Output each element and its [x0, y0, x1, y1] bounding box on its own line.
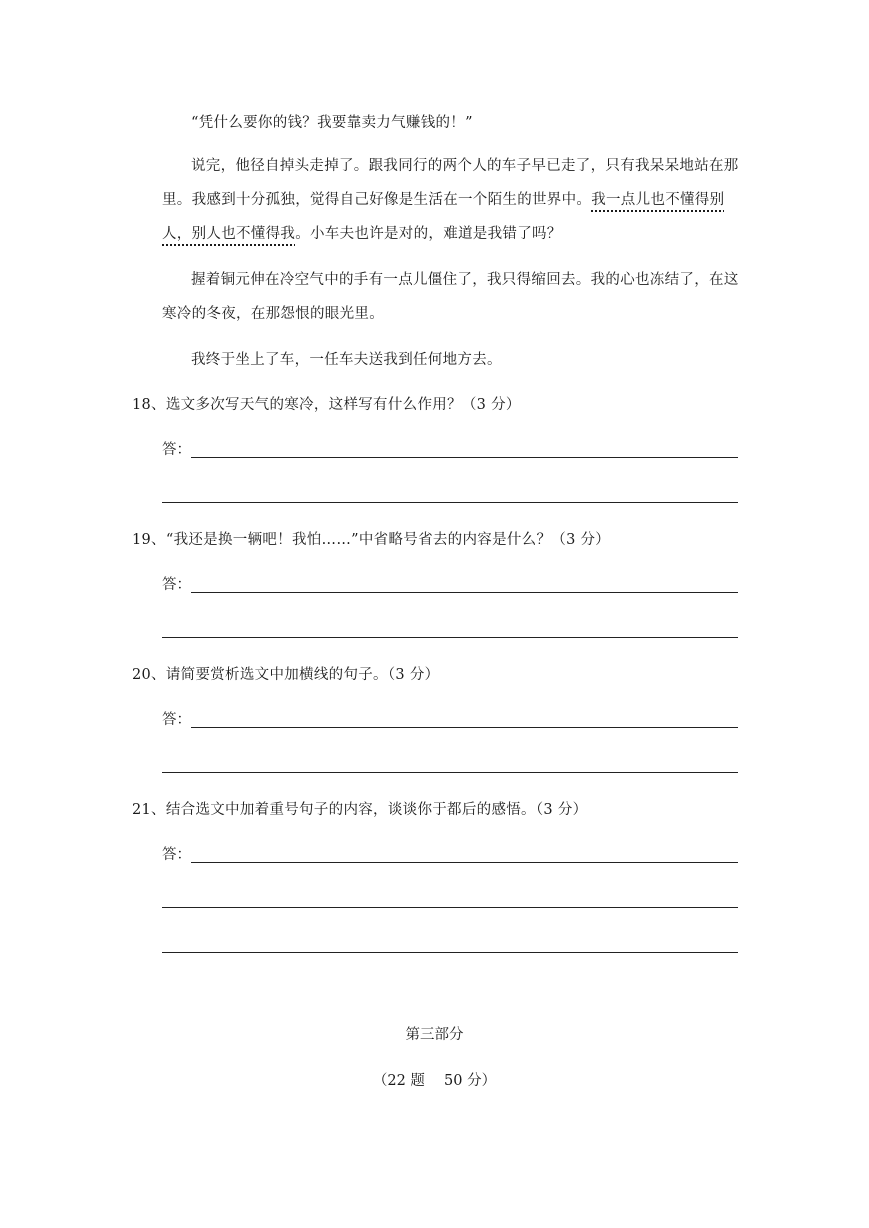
answer-area-19[interactable] — [162, 575, 738, 595]
answer-line[interactable] — [191, 862, 738, 863]
emphasis-dotted-sentence: 我一点儿也不懂得别人，别人也不懂得我 — [162, 192, 725, 242]
question-18: 18、选文多次写天气的寒冷，这样写有什么作用？（3 分） — [132, 397, 521, 413]
question-19: 19、“我还是换一辆吧！我怕……”中省略号省去的内容是什么？（3 分） — [132, 532, 611, 548]
answer-line[interactable] — [162, 907, 738, 908]
answer-line[interactable] — [162, 772, 738, 773]
passage-paragraph-4: 我终于坐上了车，一任车夫送我到任何地方去。 — [191, 352, 502, 368]
answer-label: 答： — [162, 442, 191, 458]
answer-area-21[interactable] — [162, 845, 738, 865]
passage-paragraph-3: 握着铜元伸在冷空气中的手有一点儿僵住了，我只得缩回去。我的心也冻结了，在这寒冷的冬夜，在那怨恨的眼光里。 — [162, 272, 739, 322]
section-title: 第三部分 — [405, 1027, 464, 1043]
answer-label: 答： — [162, 847, 191, 863]
answer-line[interactable] — [191, 457, 738, 458]
answer-line[interactable] — [162, 637, 738, 638]
answer-label: 答： — [162, 577, 191, 593]
question-21: 21、结合选文中加着重号句子的内容，谈谈你于都后的感悟。（3 分） — [132, 802, 588, 818]
question-20: 20、请简要赏析选文中加横线的句子。（3 分） — [132, 667, 440, 683]
passage-paragraph-2 — [162, 149, 740, 251]
answer-area-18[interactable] — [162, 440, 738, 460]
answer-area-20[interactable] — [162, 710, 738, 730]
passage-paragraph-1: “凭什么要你的钱？我要靠卖力气赚钱的！” — [191, 115, 473, 131]
passage-paragraph-2-text-b: 。小车夫也许是对的，难道是我错了吗？ — [295, 226, 562, 242]
answer-line[interactable] — [162, 952, 738, 953]
answer-line[interactable] — [191, 592, 738, 593]
section-subtitle: （22 题 50 分） — [372, 1073, 497, 1089]
passage-paragraph-2-text-a: 说完，他径自掉头走掉了。跟我同行的两个人的车子早已走了，只有我呆呆地站在那里。我感到十分孤独，觉得自己好像是生活在一个陌生的世界中。 — [162, 158, 739, 208]
answer-line[interactable] — [162, 502, 738, 503]
answer-line[interactable] — [191, 727, 738, 728]
answer-label: 答： — [162, 712, 191, 728]
